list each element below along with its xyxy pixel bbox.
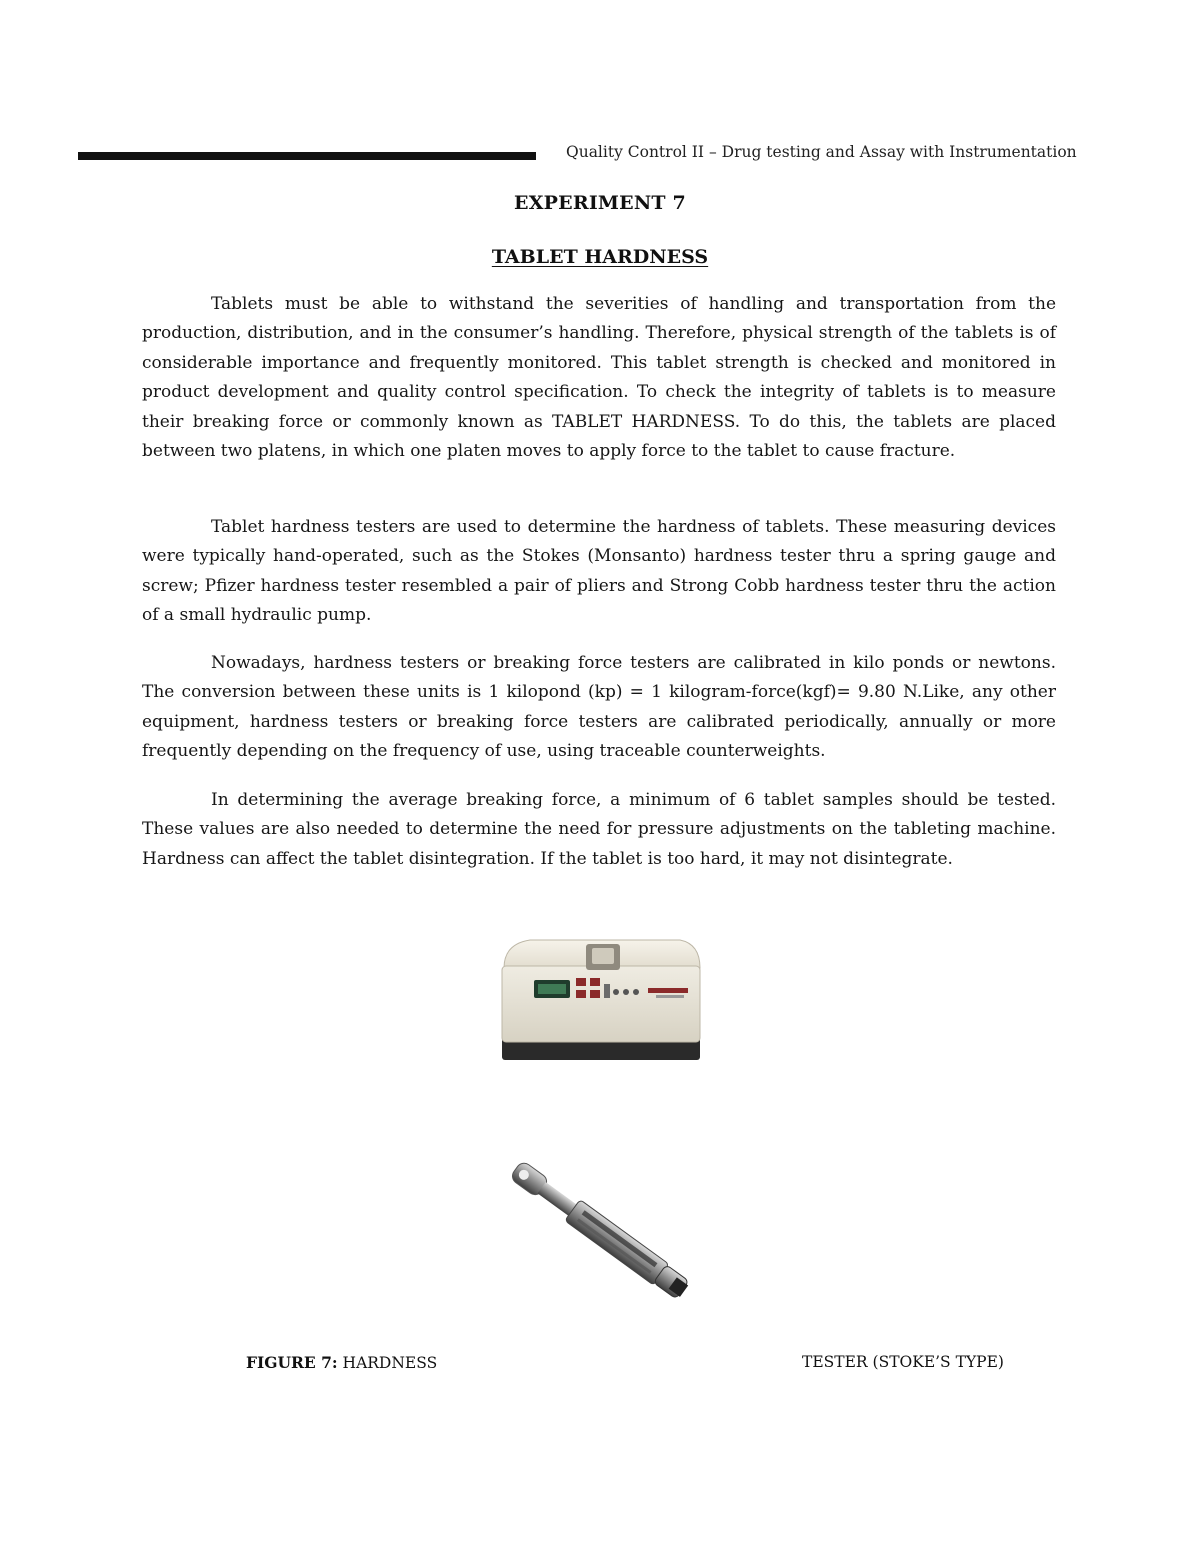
page-title: TABLET HARDNESS — [491, 246, 709, 268]
experiment-number: EXPERIMENT 7 — [514, 192, 686, 214]
digital-hardness-tester-image — [490, 930, 710, 1070]
body-paragraph: Tablet hardness testers are used to determine the hardness of tablets. These measuring devices were typically hand-operated, such as the Stokes (Monsanto) hardness tester thru a spring gauge and screw; Pfizer hardness tester resembled a pair of pliers and Strong Cobb hardness tester thru the action of a small hydraulic pump. — [142, 517, 1056, 626]
figure-caption-right: TESTER (STOKE’S TYPE) — [802, 1353, 1004, 1371]
figure-label: FIGURE 7: — [246, 1353, 338, 1372]
course-header: Quality Control II – Drug testing and Assay with Instrumentation — [566, 143, 1077, 161]
body-paragraph: In determining the average breaking force, a minimum of 6 tablet samples should be tested. These values are also needed to determine the need for pressure adjustments on the tableting machine. Hardness can affect the tablet disintegration. If the tablet is too hard, it may not disintegrate. — [142, 790, 1056, 869]
header-rule — [78, 152, 536, 160]
stokes-hardness-tester-image — [490, 1155, 720, 1315]
body-paragraph: Tablets must be able to withstand the severities of handling and transportation from the production, distribution, and in the consumer’s handling. Therefore, physical strength of the tablets is of considerable importance and frequently monitored. This tablet strength is checked and monitored in product development and quality control specification. To check the integrity of tablets is to measure their breaking force or commonly known as TABLET HARDNESS. To do this, the tablets are placed between two platens, in which one platen moves to apply force to the tablet to cause fracture. — [142, 294, 1056, 462]
body-paragraph: Nowadays, hardness testers or breaking force testers are calibrated in kilo ponds or newtons. The conversion between these units is 1 kilopond (kp) = 1 kilogram-force(kgf)= 9.80 N.Like, any other equipment, hardness testers or breaking force testers are calibrated periodically, annually or more frequently depending on the frequency of use, using traceable counterweights. — [142, 653, 1056, 762]
figure-caption-left — [246, 1353, 437, 1372]
figure-caption-text: HARDNESS — [342, 1354, 438, 1372]
